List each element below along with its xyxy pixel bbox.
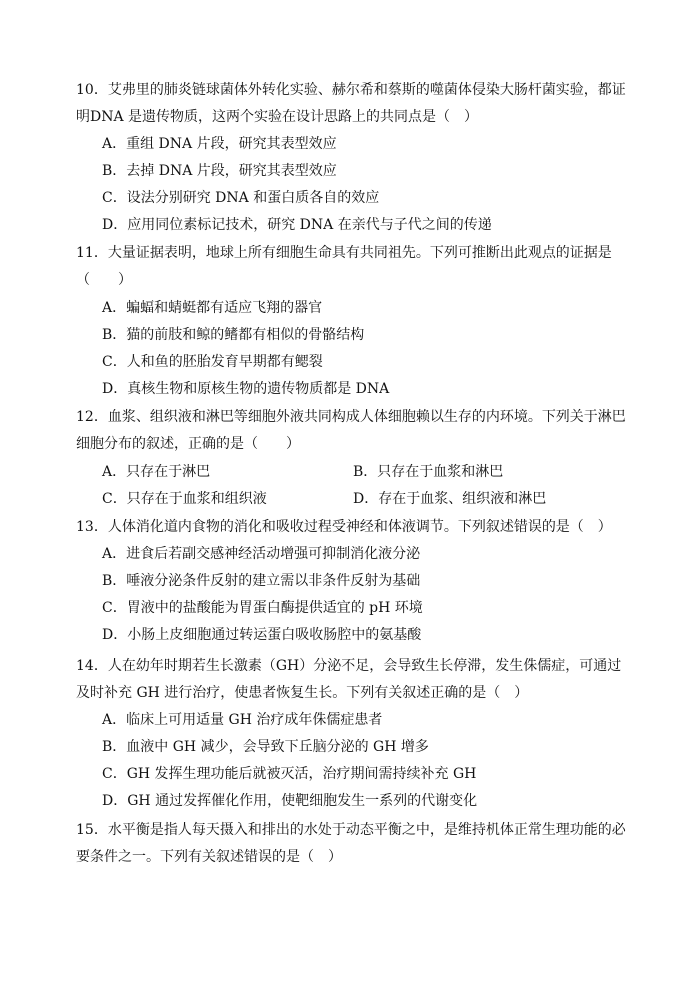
question-10-option-c: C．设法分别研究 DNA 和蛋白质各自的效应 <box>102 190 380 206</box>
question-14-option-d: D．GH 通过发挥催化作用，使靶细胞发生一系列的代谢变化 <box>102 793 478 809</box>
question-10-option-d: D．应用同位素标记技术，研究 DNA 在亲代与子代之间的传递 <box>102 217 492 233</box>
stem-line: 及时补充 GH 进行治疗，使患者恢复生长。下列有关叙述正确的是（ ） <box>76 685 529 702</box>
stem-line: 15．水平衡是指人每天摄入和排出的水处于动态平衡之中，是维持机体正常生理功能的必 <box>76 822 626 838</box>
stem-line: 14．人在幼年时期若生长激素（GH）分泌不足，会导致生长停滞，发生侏儒症，可通过 <box>76 658 622 674</box>
question-11-option-d: D．真核生物和原核生物的遗传物质都是 DNA <box>102 381 390 397</box>
question-13-option-a: A．进食后若副交感神经活动增强可抑制消化液分泌 <box>102 546 421 562</box>
question-13-stem <box>76 514 636 541</box>
stem-line: 要条件之一。下列有关叙述错误的是（ ） <box>76 849 342 866</box>
question-12-option-b: B．只存在于血浆和淋巴 <box>353 464 504 480</box>
question-13-option-d: D．小肠上皮细胞通过转运蛋白吸收肠腔中的氨基酸 <box>102 627 422 643</box>
question-10-option-b: B．去掉 DNA 片段，研究其表型效应 <box>102 163 337 179</box>
question-14-option-c: C．GH 发挥生理功能后就被灭活，治疗期间需持续补充 GH <box>102 766 477 782</box>
stem-line: 13．人体消化道内食物的消化和吸收过程受神经和体液调节。下列叙述错误的是（ ） <box>76 519 612 535</box>
question-15-stem <box>76 817 636 872</box>
question-14-option-a: A．临床上可用适量 GH 治疗成年侏儒症患者 <box>102 712 383 728</box>
question-11-option-c: C．人和鱼的胚胎发育早期都有鳃裂 <box>102 354 323 370</box>
stem-line: 明DNA 是遗传物质，这两个实验在设计思路上的共同点是（ ） <box>76 109 479 126</box>
question-10-stem <box>76 77 636 132</box>
question-11-stem <box>76 240 636 295</box>
question-13-option-b: B．唾液分泌条件反射的建立需以非条件反射为基础 <box>102 573 421 589</box>
stem-line: 11．大量证据表明，地球上所有细胞生命具有共同祖先。下列可推断出此观点的证据是 <box>76 245 612 261</box>
question-12-option-a: A．只存在于淋巴 <box>102 464 211 480</box>
stem-line: （ ） <box>76 272 132 289</box>
stem-line: 12．血浆、组织液和淋巴等细胞外液共同构成人体细胞赖以生存的内环境。下列关于淋巴 <box>76 409 626 425</box>
question-12-stem <box>76 404 636 459</box>
question-11-option-a: A．蝙蝠和蜻蜓都有适应飞翔的器官 <box>102 300 323 316</box>
stem-line: 细胞分布的叙述，正确的是（ ） <box>76 436 300 453</box>
question-11-option-b: B．猫的前肢和鲸的鳍都有相似的骨骼结构 <box>102 327 365 343</box>
question-14-stem <box>76 653 636 708</box>
question-10-option-a: A．重组 DNA 片段，研究其表型效应 <box>102 136 337 152</box>
question-12-option-c: C．只存在于血浆和组织液 <box>102 491 267 507</box>
question-14-option-b: B．血液中 GH 减少，会导致下丘脑分泌的 GH 增多 <box>102 739 429 755</box>
question-12-option-d: D．存在于血浆、组织液和淋巴 <box>353 491 547 507</box>
stem-line: 10．艾弗里的肺炎链球菌体外转化实验、赫尔希和蔡斯的噬菌体侵染大肠杆菌实验，都证 <box>76 82 626 98</box>
question-13-option-c: C．胃液中的盐酸能为胃蛋白酶提供适宜的 pH 环境 <box>102 600 423 616</box>
